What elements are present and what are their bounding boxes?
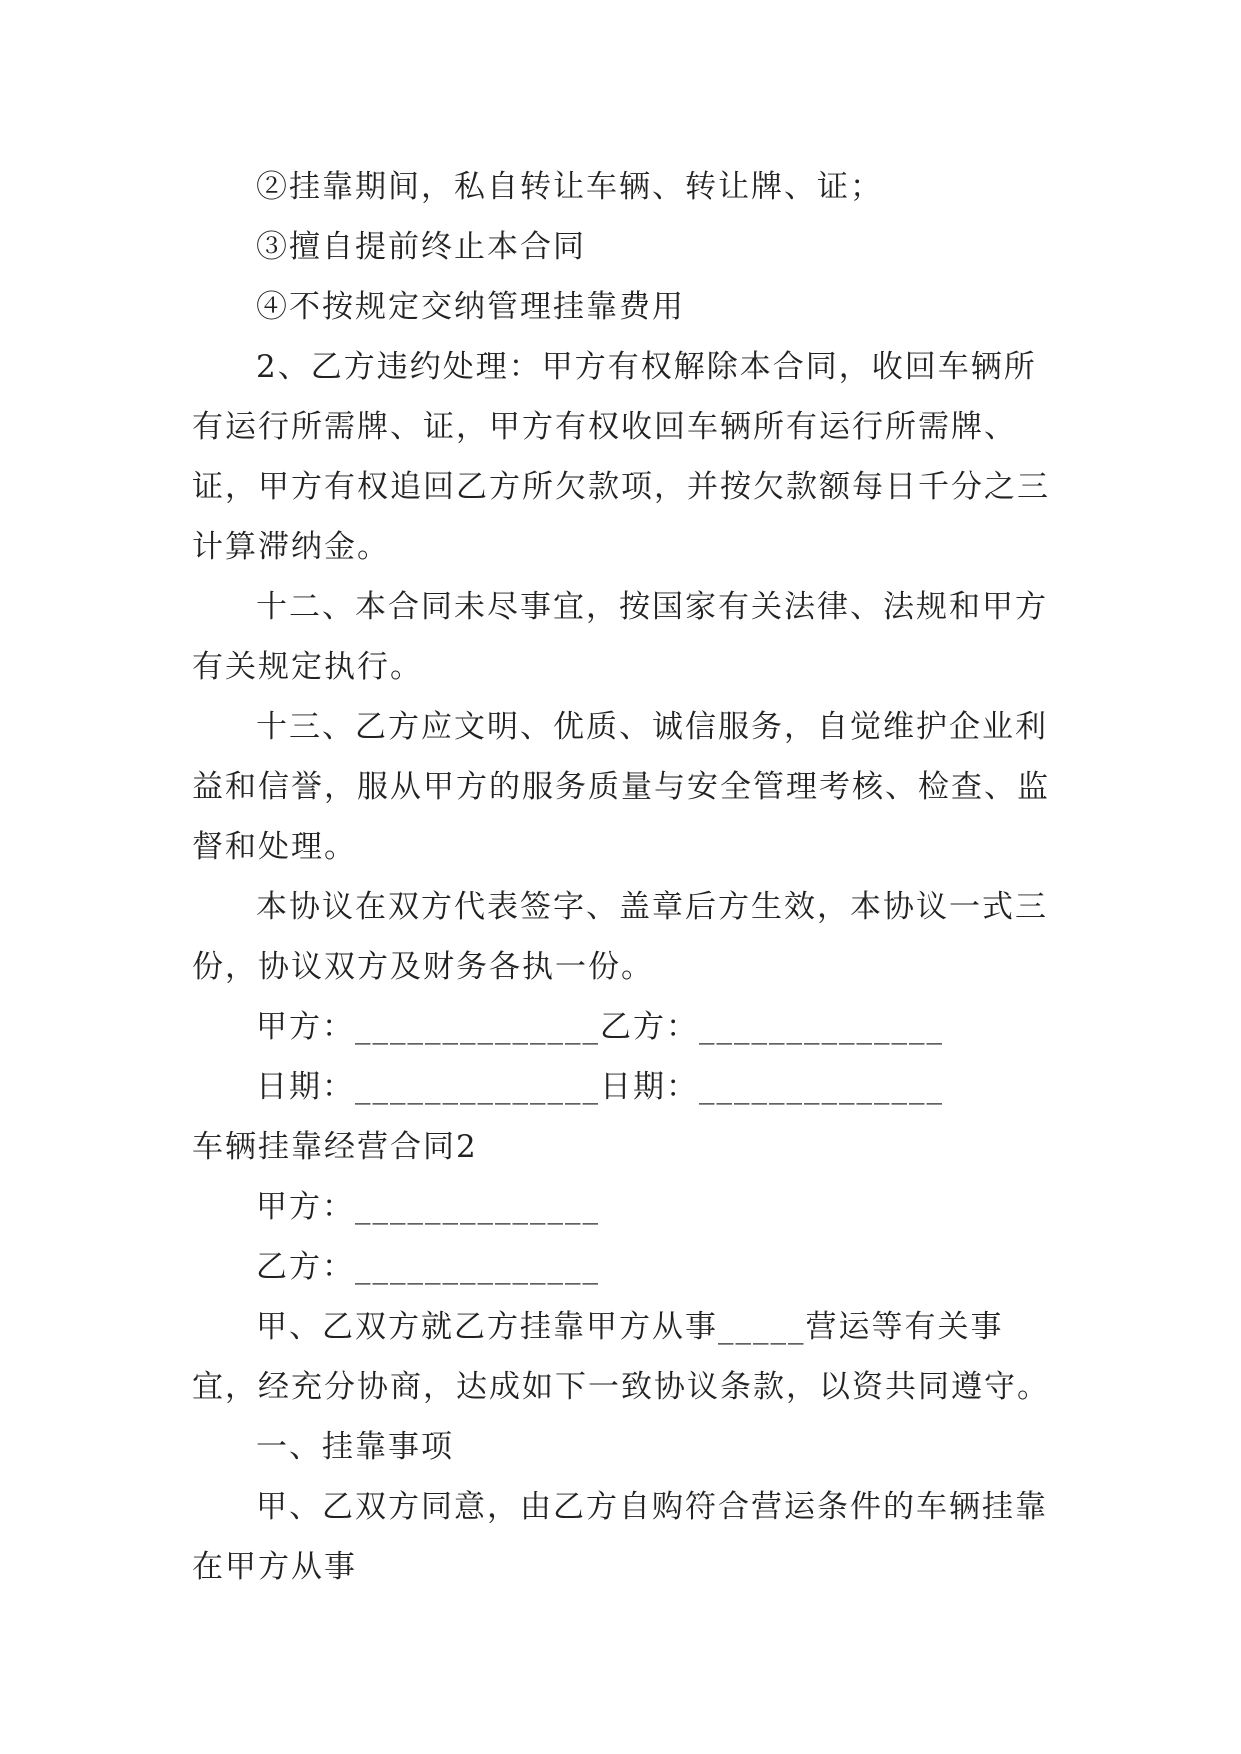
document-body (192, 157, 1052, 1597)
paragraph-breach-handling: 2、乙方违约处理：甲方有权解除本合同，收回车辆所有运行所需牌、证，甲方有权收回车辆所有运行所需牌、证，甲方有权追回乙方所欠款项，并按欠款额每日千分之三计算滞纳金。 (192, 349, 1050, 565)
paragraph-violation-2: ②挂靠期间，私自转让车辆、转让牌、证； (256, 169, 883, 205)
paragraph-violation-3: ③擅自提前终止本合同 (256, 229, 586, 265)
paragraph-effectiveness: 本协议在双方代表签字、盖章后方生效，本协议一式三份，协议双方及财务各执一份。 (192, 889, 1048, 985)
paragraph-clause-12: 十二、本合同未尽事宜，按国家有关法律、法规和甲方有关规定执行。 (192, 589, 1048, 685)
party-b-line: 乙方：______________ (256, 1249, 600, 1285)
paragraph-violation-4: ④不按规定交纳管理挂靠费用 (256, 289, 685, 325)
paragraph-preamble: 甲、乙双方就乙方挂靠甲方从事_____营运等有关事宜，经充分协商，达成如下一致协议条款，以资共同遵守。 (192, 1309, 1050, 1405)
signature-date-line: 日期：______________日期：______________ (256, 1069, 944, 1105)
section-heading-1: 一、挂靠事项 (256, 1429, 454, 1465)
paragraph-affiliation: 甲、乙双方同意，由乙方自购符合营运条件的车辆挂靠在甲方从事 (192, 1489, 1048, 1585)
signature-party-line: 甲方：______________乙方：______________ (256, 1009, 944, 1045)
paragraph-clause-13: 十三、乙方应文明、优质、诚信服务，自觉维护企业利益和信誉，服从甲方的服务质量与安全管理考核、检查、监督和处理。 (192, 709, 1050, 865)
contract-2-title: 车辆挂靠经营合同2 (192, 1129, 478, 1165)
party-a-line: 甲方：______________ (256, 1189, 600, 1225)
